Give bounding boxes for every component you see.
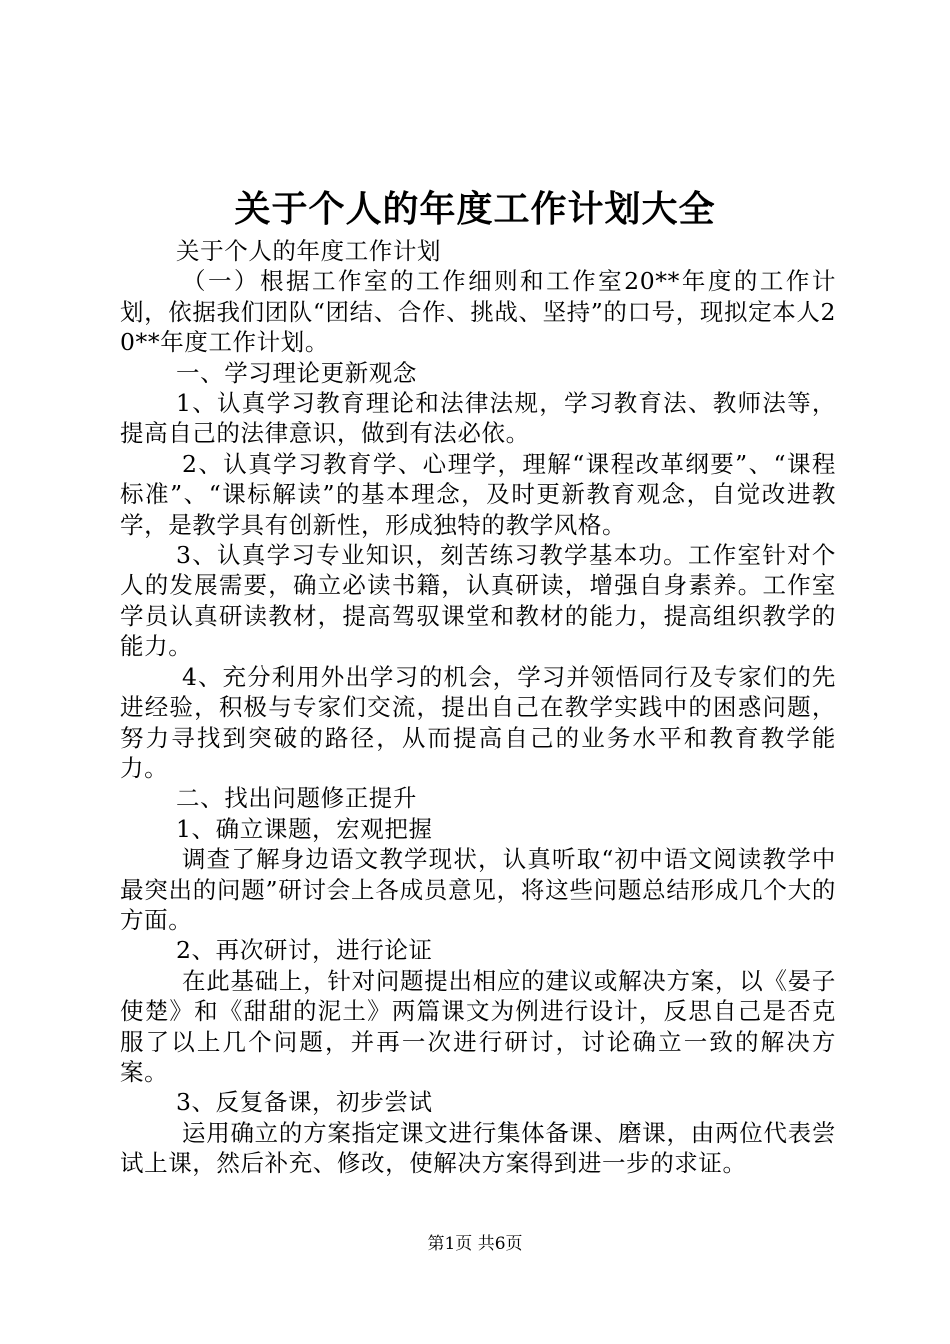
- subheading-2-1: 1、确立课题，宏观把握: [176, 814, 433, 843]
- paragraph-subtitle: 关于个人的年度工作计划: [176, 237, 442, 265]
- section-heading-2: 二、找出问题修正提升: [176, 784, 417, 813]
- section-heading-1: 一、学习理论更新观念: [176, 358, 417, 387]
- paragraph-2-2: 在此基础上，针对问题提出相应的建议或解决方案，以《晏子使楚》和《甜甜的泥土》两篇课文为例进行设计，反思自己是否克服了以上几个问题，并再一次进行研讨，讨论确立一致的解决方案。: [120, 966, 836, 1086]
- paragraph-2-1: 调查了解身边语文教学现状，认真听取“初中语文阅读教学中最突出的问题”研讨会上各成员意见，将这些问题总结形成几个大的方面。: [120, 845, 836, 934]
- paragraph-item-1-1: 1、认真学习教育理论和法律法规，学习教育法、教师法等，提高自己的法律意识，做到有法必依。: [120, 389, 836, 448]
- document-title: 关于个人的年度工作计划大全: [234, 188, 716, 230]
- subheading-2-2: 2、再次研讨，进行论证: [176, 936, 433, 965]
- document-body: [120, 236, 836, 1179]
- paragraph-item-1-4: 4、充分利用外出学习的机会，学习并领悟同行及专家们的先进经验，积极与专家们交流，提出自己在教学实践中的困惑问题，努力寻找到突破的路径，从而提高自己的业务水平和教育教学能力。: [120, 662, 836, 782]
- paragraph-item-1-2: 2、认真学习教育学、心理学，理解“课程改革纲要”、“课程标准”、“课标解读”的基本理念，及时更新教育观念，自觉改进教学，是教学具有创新性，形成独特的教学风格。: [120, 449, 836, 539]
- paragraph-intro: （一）根据工作室的工作细则和工作室20**年度的工作计划，依据我们团队“团结、合作、挑战、坚持”的口号，现拟定本人20**年度工作计划。: [120, 267, 836, 357]
- paragraph-item-1-3: 3、认真学习专业知识，刻苦练习教学基本功。工作室针对个人的发展需要，确立必读书籍，认真研读，增强自身素养。工作室学员认真研读教材，提高驾驭课堂和教材的能力，提高组织教学的能力。: [120, 541, 836, 661]
- page-footer: 第1页 共6页: [427, 1234, 523, 1254]
- subheading-2-3: 3、反复备课，初步尝试: [176, 1088, 433, 1117]
- paragraph-2-3: 运用确立的方案指定课文进行集体备课、磨课，由两位代表尝试上课，然后补充、修改，使解决方案得到进一步的求证。: [120, 1118, 836, 1178]
